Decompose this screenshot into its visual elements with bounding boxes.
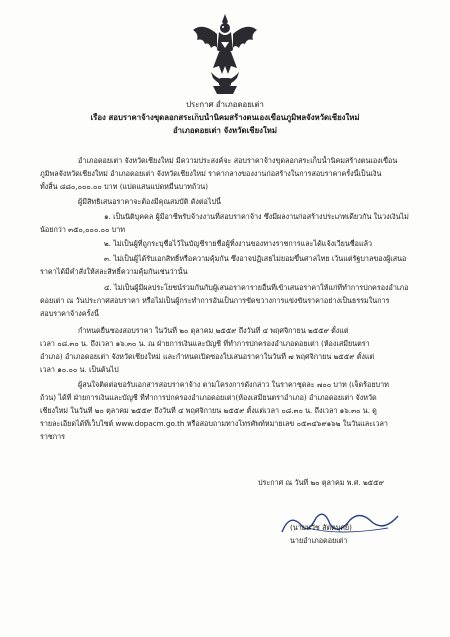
qualification-item: ๔. ไม่เป็นผู้มีผลประโยชน์ร่วมกันกับผู้เสนอราคารายอื่นที่เข้าเสนอราคาให้แก่ที่ทำการปกครองอำเภอ xyxy=(104,283,409,292)
qualification-item: สอบราคาจ้างครั้งนี้ xyxy=(40,309,99,318)
qualification-item: ๑. เป็นนิติบุคคล ผู้มีอาชีพรับจ้างงานที่สอบราคาจ้าง ซึ่งมีผลงานก่อสร้างประเภทเดียวกัน ในวงเงินไม่ xyxy=(104,212,409,221)
announcement-heading: ประกาศ อำเภอดอยเต่า xyxy=(186,100,264,109)
body-line: กำหนดยื่นซองสอบราคา ในวันที่ ๒๐ ตุลาคม ๒๕๕๙ ถึงวันที่ ๔ พฤศจิกายน ๒๕๕๙ ตั้งแต่ xyxy=(78,326,349,335)
announcement-date: ประกาศ ณ วันที่ ๒๐ ตุลาคม พ.ศ. ๒๕๕๙ xyxy=(258,478,384,487)
body-line: อำเภอดอยเต่า จังหวัดเชียงใหม่ มีความประสงค์จะ สอบราคาจ้างขุดลอกสระเก็บน้ำนิคมสร้างตนเองเขื่อน xyxy=(78,156,398,165)
body-line: เวลา ๑๐.๐๐ น. เป็นต้นไป xyxy=(40,365,119,374)
announcement-issuer: อำเภอดอยเต่า จังหวัดเชียงใหม่ xyxy=(172,126,278,135)
garuda-emblem-icon xyxy=(189,12,261,96)
signer-title: นายอำเภอดอยเต่า xyxy=(290,536,348,545)
body-line: ทั้งสิ้น ๘๘๐,๐๐๐.๐๐ บาท (แปดแสนแปดหมื่นบาทถ้วน) xyxy=(40,182,209,191)
body-line: ภูมิพลจังหวัดเชียงใหม่ อำเภอดอยเต่า จังหวัดเชียงใหม่ ราคากลางของงานก่อสร้างในการสอบราคาครั้งนี้เป็นเงิน xyxy=(40,169,382,178)
body-line: เวลา ๐๘.๓๐ น. ถึงเวลา ๑๖.๓๐ น. ณ ฝ่ายการเงินและบัญชี ที่ทำการปกครองอำเภอดอยเต่า (ห้องเสมียนตรา xyxy=(40,339,370,348)
body-line: ราชการ xyxy=(40,432,66,441)
qualification-item: น้อยกว่า ๓๕๐,๐๐๐.๐๐ บาท xyxy=(40,225,126,234)
body-line: เชียงใหม่ ในวันที่ ๒๐ ตุลาคม ๒๕๕๙ ถึงวันที่ ๔ พฤศจิกายน ๒๕๕๙ ตั้งแต่เวลา ๐๘.๓๐ น. ถึงเวลา ๑๖.๓๐ น. ดู xyxy=(40,406,377,415)
qualification-item: ๒. ไม่เป็นผู้ที่ถูกระบุชื่อไว้ในบัญชีรายชื่อผู้ทิ้งงานของทางราชการและได้แจ้งเวียนชื่อแล้ว xyxy=(104,239,373,248)
qualification-item: ดอยเต่า ณ วันประกาศสอบราคา หรือไม่เป็นผู้กระทำการอันเป็นการขัดขวางการแข่งขันราคาอย่างเป็นธรรมในการ xyxy=(40,296,390,305)
body-line: ถ้วน) ได้ที่ ฝ่ายการเงินและบัญชี ที่ทำการปกครองอำเภอดอยเต่า(ห้องเสมียนตราอำเภอ) อำเภอดอยเต่า จังหวัด xyxy=(40,393,377,402)
signer-name: (นายนวัช สัตตบุศย์) xyxy=(290,523,352,532)
qualification-item: ราคาได้มีคำสั่งให้สละสิทธิ์ความคุ้มกันเช่นว่านั้น xyxy=(40,267,188,276)
body-line: ผู้สนใจติดต่อขอรับเอกสารสอบราคาจ้าง ตามโครงการดังกล่าว ในราคาชุดละ ๗๐๐ บาท (เจ็ดร้อยบาท xyxy=(78,380,389,389)
announcement-subject: เรื่อง สอบราคาจ้างขุดลอกสระเก็บน้ำนิคมสร้างตนเองเขื่อนภูมิพลจังหวัดเชียงใหม่ xyxy=(90,113,360,122)
qualification-item: ๓. ไม่เป็นผู้ได้รับเอกสิทธิ์หรือความคุ้มกัน ซึ่งอาจปฏิเสธไม่ยอมขึ้นศาลไทย เว้นแต่รัฐบาลของผู้เสนอ xyxy=(104,254,407,263)
body-line: อำเภอ) อำเภอดอยเต่า จังหวัดเชียงใหม่ และกำหนดเปิดซองใบเสนอราคาในวันที่ ๗ พฤศจิกายน ๒๕๕๙ ตั้งแต่ xyxy=(40,352,375,361)
body-line: ผู้มีสิทธิเสนอราคาจะต้องมีคุณสมบัติ ดังต่อไปนี้ xyxy=(78,197,221,206)
website-line: รายละเอียดได้ที่เว็บไซต์ www.dopacm.go.th หรือสอบถามทางโทรศัพท์หมายเลข ๐๕๓๔๖๙๑๖๒ ในวันและเวลา xyxy=(40,419,388,428)
